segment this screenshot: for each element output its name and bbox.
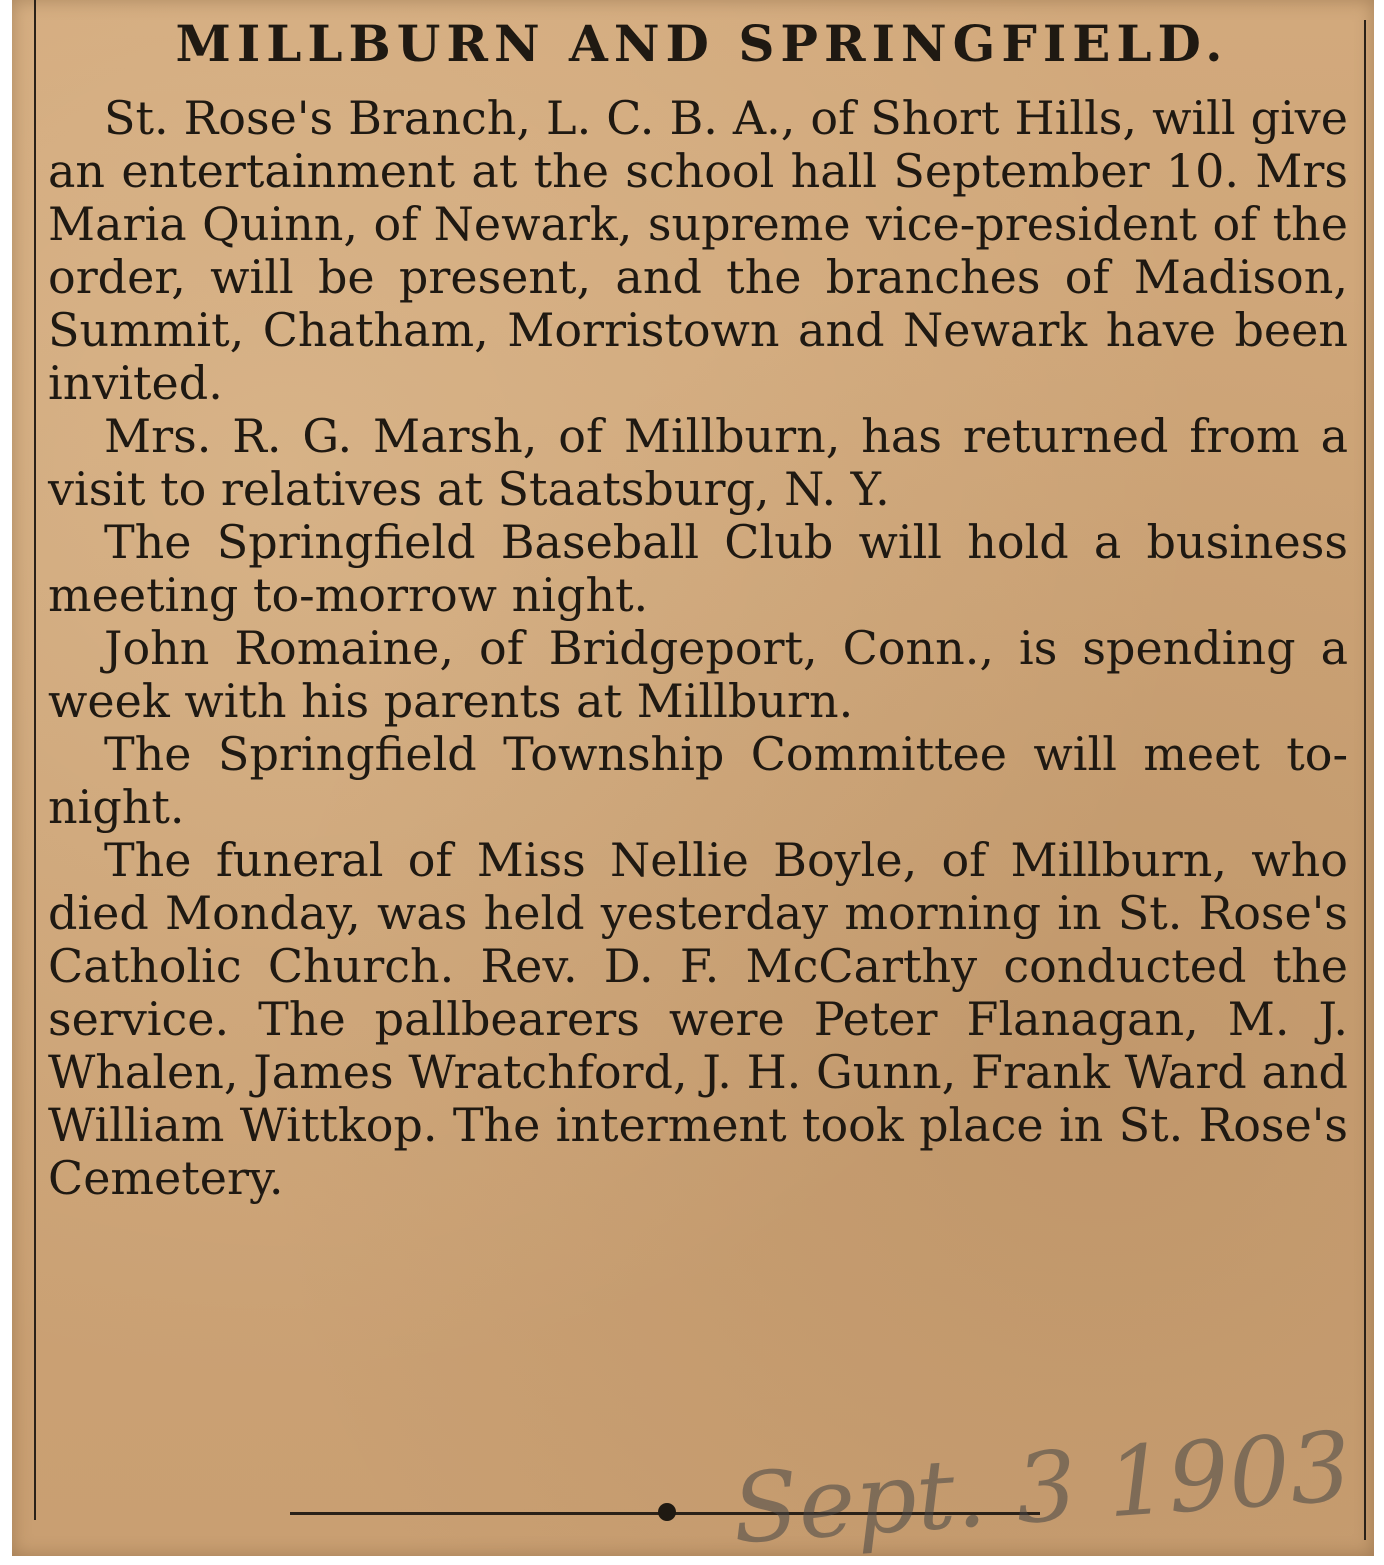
article-body [48, 92, 1348, 1205]
column-rule-right [1364, 20, 1366, 1540]
headline: MILLBURN AND SPRINGFIELD. [175, 14, 1229, 73]
handwritten-date: Sept. 3 1903 [728, 1410, 1355, 1565]
paragraph-romaine-visit: John Romaine, of Bridgeport, Conn., is spending a week with his parents at Millburn. [48, 621, 1348, 728]
paragraph-township-committee: The Springfield Township Committee will meet to-night. [48, 727, 1348, 834]
paragraph-boyle-funeral: The funeral of Miss Nellie Boyle, of Millburn, who died Monday, was held yesterday morning in St. Rose's Catholic Church. Rev. D. F. McCarthy conducted the service. The pallbearers were Peter Flanagan, M. J. Whalen, James Wratchford, J. H. Gunn, Frank Ward and William Wittkop. The interment took place in St. Rose's Cemetery. [48, 833, 1348, 1205]
column-rule-left [34, 0, 36, 1520]
paragraph-baseball-club: The Springfield Baseball Club will hold a business meeting to-morrow night. [48, 515, 1348, 622]
newspaper-clipping [12, 0, 1374, 1565]
end-divider-dot [658, 1503, 676, 1521]
paragraph-lcba-entertainment: St. Rose's Branch, L. C. B. A., of Short Hills, will give an entertainment at the school hall September 10. Mrs Maria Quinn, of Newark, supreme vice-president of the order, will be present, and the branches of Madison, Summit, Chatham, Morristown and Newark have been invited. [48, 91, 1348, 410]
paragraph-marsh-visit: Mrs. R. G. Marsh, of Millburn, has returned from a visit to relatives at Staatsburg, N. Y. [48, 409, 1348, 516]
